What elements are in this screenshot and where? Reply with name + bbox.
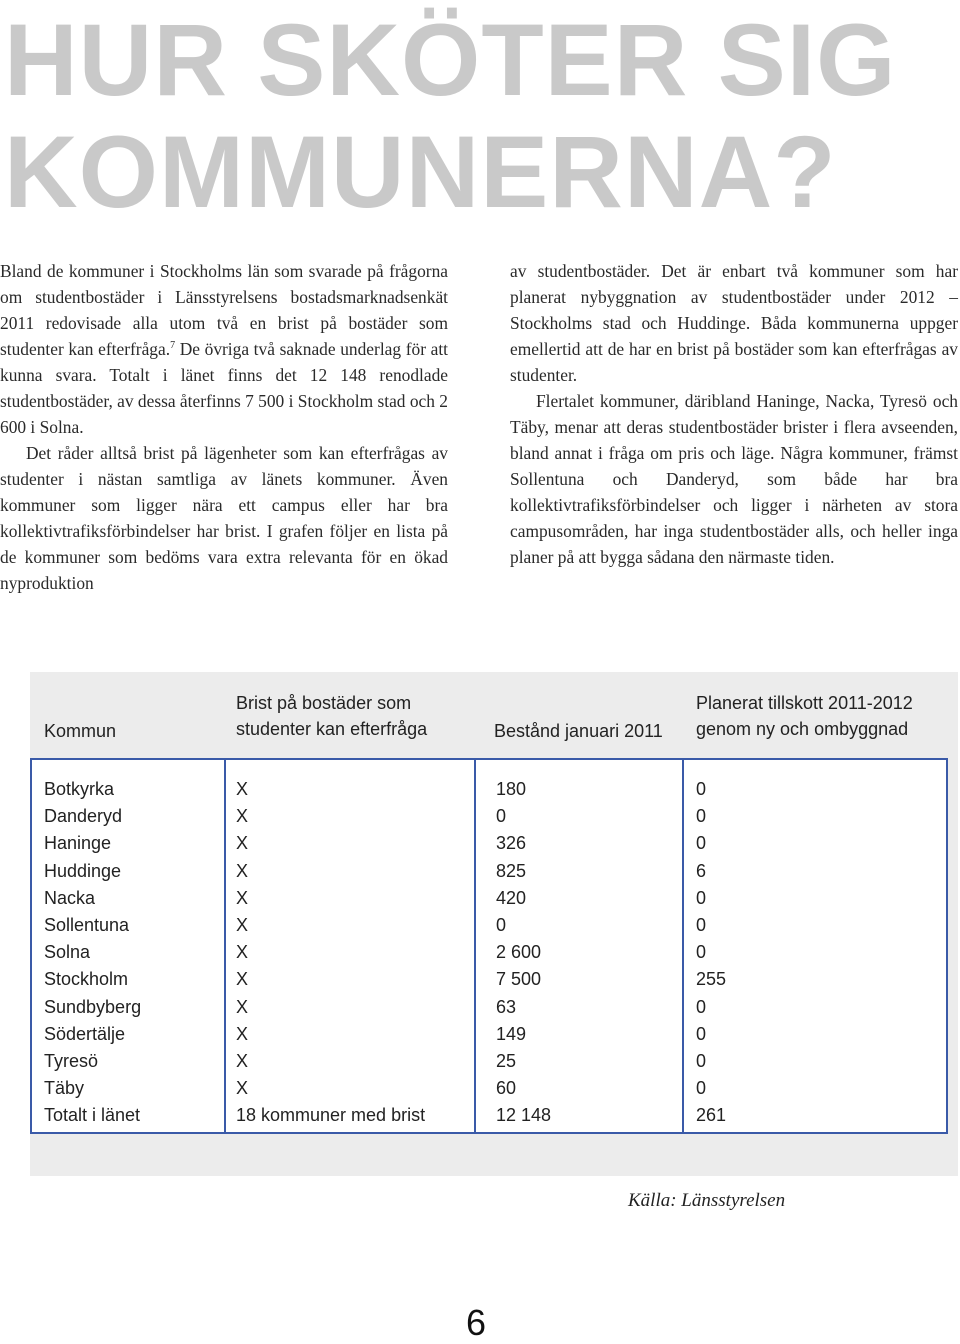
cell-kommun: Totalt i länet bbox=[44, 1105, 141, 1126]
source-caption: Källa: Länsstyrelsen bbox=[628, 1190, 786, 1211]
title-line-1: HUR SKÖTER SIG bbox=[4, 3, 897, 117]
cell-planerat: 255 bbox=[696, 969, 727, 990]
page-number: 6 bbox=[466, 1302, 487, 1343]
cell-kommun: Sundbyberg bbox=[44, 996, 142, 1017]
table-body bbox=[30, 758, 948, 1134]
cell-kommun: Tyresö bbox=[44, 1051, 99, 1071]
cell-brist: X bbox=[236, 1051, 249, 1071]
cell-bestand: 149 bbox=[496, 1023, 527, 1044]
cell-planerat: 0 bbox=[696, 1078, 707, 1099]
cell-brist: X bbox=[236, 779, 249, 799]
table-row bbox=[32, 803, 946, 830]
cell-brist: X bbox=[236, 860, 249, 881]
table-row bbox=[32, 966, 946, 993]
cell-planerat: 0 bbox=[696, 1051, 707, 1071]
cell-planerat: 0 bbox=[696, 915, 707, 935]
table-row bbox=[32, 858, 946, 885]
header-planerat-line-2: genom ny och ombyggnad bbox=[696, 719, 909, 739]
cell-bestand: 60 bbox=[496, 1078, 517, 1099]
cell-kommun: Botkyrka bbox=[44, 779, 115, 799]
cell-bestand: 12 148 bbox=[496, 1105, 552, 1126]
table-row bbox=[32, 1075, 946, 1102]
cell-kommun: Huddinge bbox=[44, 860, 122, 881]
table-row bbox=[32, 1048, 946, 1075]
cell-bestand: 0 bbox=[496, 915, 507, 935]
cell-bestand: 825 bbox=[496, 860, 527, 881]
page-title bbox=[4, 4, 896, 228]
cell-brist: X bbox=[236, 887, 249, 908]
cell-bestand: 25 bbox=[496, 1051, 517, 1071]
cell-brist: X bbox=[236, 969, 249, 990]
cell-planerat: 0 bbox=[696, 779, 707, 799]
cell-bestand: 63 bbox=[496, 996, 517, 1017]
header-kommun: Kommun bbox=[44, 721, 117, 741]
cell-planerat: 261 bbox=[696, 1105, 727, 1126]
table-row bbox=[32, 939, 946, 966]
cell-brist: X bbox=[236, 915, 249, 935]
table-row bbox=[32, 912, 946, 939]
table-row bbox=[32, 830, 946, 857]
cell-kommun: Danderyd bbox=[44, 806, 123, 827]
cell-kommun: Sollentuna bbox=[44, 915, 130, 935]
cell-bestand: 0 bbox=[496, 806, 507, 827]
table-row bbox=[32, 885, 946, 912]
left-paragraph-1 bbox=[0, 258, 448, 440]
right-column bbox=[510, 258, 958, 570]
cell-planerat: 6 bbox=[696, 860, 707, 881]
cell-bestand: 7 500 bbox=[496, 969, 542, 990]
cell-planerat: 0 bbox=[696, 806, 707, 827]
table-row bbox=[32, 1102, 946, 1129]
header-brist-line-1: Brist på bostäder som bbox=[236, 693, 412, 713]
cell-kommun: Stockholm bbox=[44, 969, 129, 990]
left-paragraph-2: Det råder alltså brist på lägenheter som kan efterfrågas av studenter i nästan samtliga av länets kommuner. Även kommuner som ligger nära ett campus eller har bra kollektivtrafiksförbindelser har brist. I grafen följer en lista på de kommuner som bedöms vara extra relevanta för en ökad nyproduktion bbox=[0, 443, 448, 593]
cell-kommun: Södertälje bbox=[44, 1023, 126, 1044]
left-column bbox=[0, 258, 448, 596]
header-planerat-line-1: Planerat tillskott 2011-2012 bbox=[696, 693, 913, 713]
cell-planerat: 0 bbox=[696, 942, 707, 963]
cell-bestand: 420 bbox=[496, 887, 527, 908]
cell-brist: X bbox=[236, 806, 249, 827]
cell-brist: X bbox=[236, 942, 249, 963]
title-line-2: KOMMUNERNA? bbox=[4, 115, 837, 229]
cell-brist: X bbox=[236, 996, 249, 1017]
cell-bestand: 326 bbox=[496, 833, 527, 854]
cell-brist: X bbox=[236, 1023, 249, 1044]
cell-planerat: 0 bbox=[696, 1023, 707, 1044]
cell-brist: X bbox=[236, 1078, 249, 1099]
right-paragraph-2: Flertalet kommuner, däribland Haninge, Nacka, Tyresö och Täby, menar att deras studentbostäder brister i flera avseenden, bland annat i fråga om pris och läge. Några kommuner, främst Sollentuna och Danderyd, som både har bra kollektivtrafiksförbindelser och ligger i närheten av stora campusområden, har inga studentbostäder alls, och heller inga planer på att bygga sådana den närmaste tiden. bbox=[510, 391, 958, 567]
right-paragraph-1: av studentbostäder. Det är enbart två kommuner som har planerat nybyggnation av studentbostäder under 2012 – Stockholms stad och Huddinge. Båda kommunerna uppger emellertid att de har en brist på bostäder som kan efterfrågas av studenter. bbox=[510, 261, 958, 385]
table-row bbox=[32, 994, 946, 1021]
table-row bbox=[32, 1021, 946, 1048]
cell-planerat: 0 bbox=[696, 996, 707, 1017]
cell-planerat: 0 bbox=[696, 833, 707, 854]
cell-kommun: Solna bbox=[44, 942, 91, 963]
header-planerat bbox=[696, 690, 913, 742]
cell-bestand: 180 bbox=[496, 779, 527, 799]
header-brist bbox=[236, 690, 427, 742]
left-paragraph-1-text-b: De övriga två saknade underlag för att kunna svara. Totalt i länet finns det 12 148 renodlade studentbostäder, av dessa återfinns 7 500 i Stockholm stad och 2 600 i Solna. bbox=[0, 339, 449, 437]
header-brist-line-2: studenter kan efterfråga bbox=[236, 719, 428, 739]
footnote-marker: 7 bbox=[170, 340, 176, 352]
cell-brist: 18 kommuner med brist bbox=[236, 1105, 426, 1126]
cell-bestand: 2 600 bbox=[496, 942, 542, 963]
cell-kommun: Haninge bbox=[44, 833, 112, 854]
header-bestand: Bestånd januari 2011 bbox=[494, 721, 663, 741]
student-housing-table bbox=[30, 672, 958, 1176]
cell-kommun: Täby bbox=[44, 1078, 85, 1099]
table-row bbox=[32, 776, 946, 803]
cell-kommun: Nacka bbox=[44, 887, 96, 908]
cell-brist: X bbox=[236, 833, 249, 854]
cell-planerat: 0 bbox=[696, 887, 707, 908]
left-paragraph-1-text-a: Bland de kommuner i Stockholms län som svarade på frågorna om studentbostäder i Länsstyrelsens bostadsmarknadsenkät 2011 redovisade alla utom två en brist på bostäder som studenter kan efterfråga. bbox=[0, 261, 448, 359]
